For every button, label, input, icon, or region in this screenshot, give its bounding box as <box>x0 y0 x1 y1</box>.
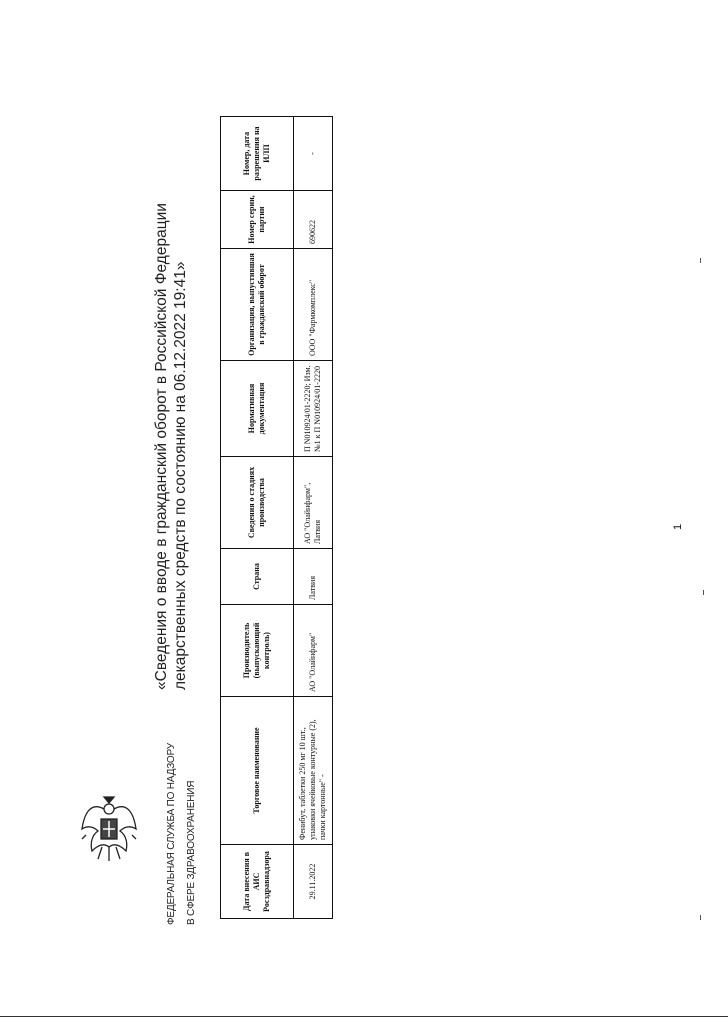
column-header: Нормативная документация <box>221 361 294 457</box>
scan-mark <box>700 915 701 920</box>
agency-line-2: В СФЕРЕ ЗДРАВООХРАНЕНИЯ <box>186 780 197 925</box>
cell-batch: 690622 <box>294 191 333 249</box>
data-table <box>220 116 333 919</box>
cell-normative-docs: П N010924/01-2220; Изм. №1 к П N010924/01-2220 <box>294 361 333 457</box>
column-header: Производитель (выпускающий контроль) <box>221 605 294 697</box>
title-line-1: «Сведения о вводе в гражданский оборот в Российской Федерации <box>153 203 170 690</box>
data-table-container <box>220 117 333 919</box>
column-header: Торговое наименование <box>221 697 294 845</box>
column-header: Номер, дата разрешения на ИЛП <box>221 117 294 191</box>
scan-mark <box>700 258 701 263</box>
double-headed-eagle-icon <box>80 795 138 863</box>
agency-name <box>162 725 202 925</box>
table-header-row <box>221 117 294 919</box>
cell-organization: ООО "Фармкомплекс" <box>294 249 333 361</box>
cell-permit: - <box>294 117 333 191</box>
bottom-edge-line <box>0 1016 728 1017</box>
column-header: Страна <box>221 549 294 605</box>
column-header: Дата внесения в АИС Росздравнадзора <box>221 845 294 919</box>
column-header: Номер серии, партии <box>221 191 294 249</box>
cell-trade-name: Фенибут, таблетки 250 мг 10 шт., упаковки ячейковые контурные (2), пачки картонные" - <box>294 697 333 845</box>
page-number: 1 <box>672 523 684 530</box>
cell-manufacturer: АО "Олайнфарм" <box>294 605 333 697</box>
column-header: Организация, выпустившая в гражданский оборот <box>221 249 294 361</box>
cell-country: Латвия <box>294 549 333 605</box>
agency-line-1: ФЕДЕРАЛЬНАЯ СЛУЖБА ПО НАДЗОРУ <box>166 743 177 925</box>
scan-mark <box>703 590 704 595</box>
column-header: Сведения о стадиях производства <box>221 457 294 549</box>
title-line-2: лекарственных средств по состоянию на 06.12.2022 19:41» <box>172 261 189 690</box>
cell-date: 29.11.2022 <box>294 845 333 919</box>
cell-production-stages: АО "Олайнфарм", Латвия <box>294 457 333 549</box>
table-row <box>294 117 333 919</box>
document-title <box>152 130 190 690</box>
